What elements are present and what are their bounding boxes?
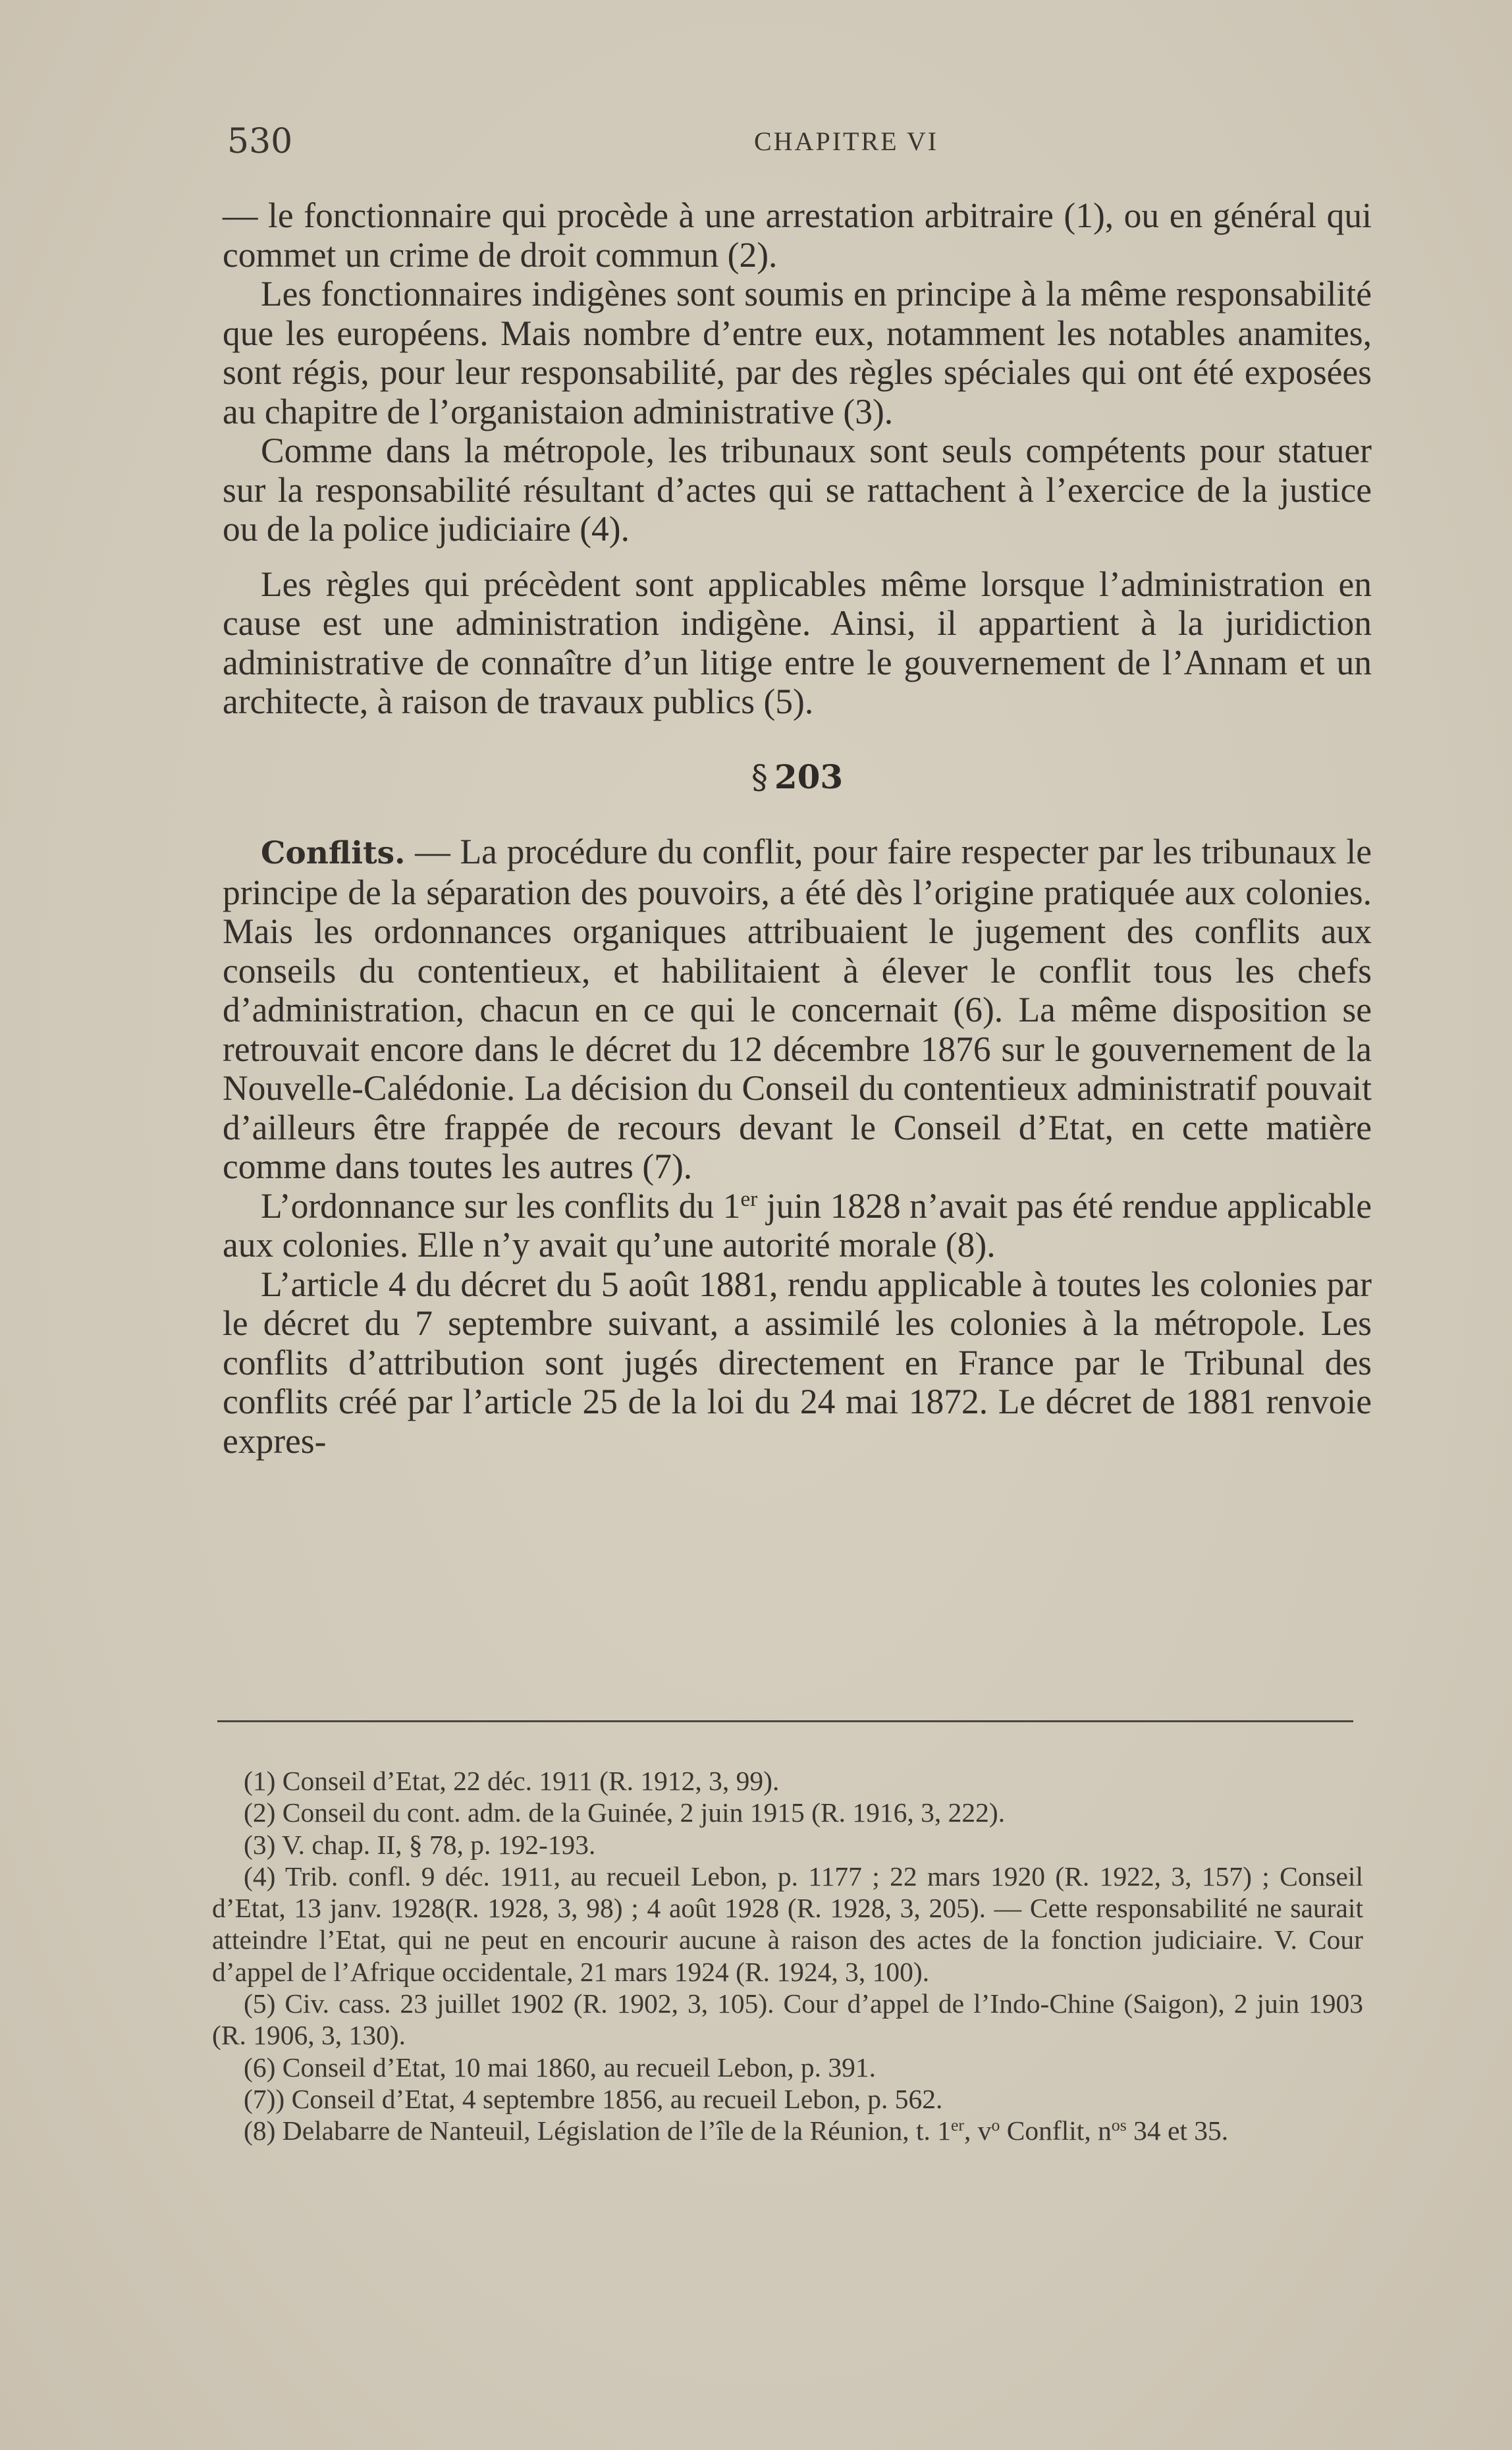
- paragraph-indigenous-officials: Les fonctionnaires indigènes sont soumis en principe à la même responsabilité que les européens. Mais nombre d’entre eux, notamment les notables anamites, sont régis, pour leur responsabilité, par des règles spéciales qui ont été exposées au chapitre de l’organistaion administrative (3).: [223, 274, 1372, 431]
- footnote-3: (3) V. chap. II, § 78, p. 192-193.: [244, 1829, 596, 1860]
- main-text: [223, 196, 1372, 1461]
- running-head: [227, 122, 1370, 168]
- footnotes: [212, 1765, 1363, 2147]
- paragraph-conflicts: [223, 832, 1372, 1187]
- footnote-8-text-a: (8) Delabarre de Nanteuil, Législation de l’île de la Réunion, t. 1: [244, 2115, 952, 2146]
- footnote-6: (6) Conseil d’Etat, 10 mai 1860, au recueil Lebon, p. 391.: [244, 2052, 877, 2082]
- footnote-8-sup-os: os: [1111, 2115, 1127, 2135]
- footnote-2: (2) Conseil du cont. adm. de la Guinée, 2 juin 1915 (R. 1916, 3, 222).: [244, 1797, 1006, 1828]
- paragraph-tribunals-competence: Comme dans la métropole, les tribunaux sont seuls compétents pour statuer sur la responsabilité résultant d’actes qui se rattachent à l’exercice de la justice ou de la police judiciaire (4).: [223, 431, 1372, 549]
- paragraph-ordinance-1828: [223, 1187, 1372, 1265]
- footnote-8-text-b: , v: [964, 2115, 992, 2146]
- footnote-8-text-d: 34 et 35.: [1126, 2115, 1229, 2146]
- footnote-1: (1) Conseil d’Etat, 22 déc. 1911 (R. 1912, 3, 99).: [244, 1766, 780, 1796]
- footnote-8-sup-er: er: [951, 2115, 964, 2135]
- paragraph-officials-liability: — le fonctionnaire qui procède à une arrestation arbitraire (1), ou en général qui commet un crime de droit commun (2).: [223, 196, 1372, 275]
- footnote-5: (5) Civ. cass. 23 juillet 1902 (R. 1902, 3, 105). Cour d’appel de l’Indo-Chine (Saigon), 2 juin 1903 (R. 1906, 3, 130).: [212, 1988, 1363, 2051]
- paragraph-ordinance-text-a: L’ordonnance sur les conflits du 1: [261, 1185, 741, 1226]
- section-symbol: §: [751, 757, 768, 796]
- paragraph-conflicts-text: — La procédure du conflit, pour faire respecter par les tribunaux le principe de la séparation des pouvoirs, a été dès l’origine pratiquée aux colonies. Mais les ordonnances organiques attribuaient le jugement des conflits aux conseils du contentieux, et habilitaient à élever le conflit tous les chefs d’administration, chacun en ce qui le concernait (6). La même disposition se retrouvait encore dans le décret du 12 décembre 1876 sur le gouvernement de la Nouvelle-Calédonie. La décision du Conseil du contentieux administratif pouvait d’ailleurs être frappée de recours devant le Conseil d’Etat, en cette matière comme dans toutes les autres (7).: [223, 832, 1372, 1186]
- footnote-4: (4) Trib. confl. 9 déc. 1911, au recueil Lebon, p. 1177 ; 22 mars 1920 (R. 1922, 3, 157) ; Conseil d’Etat, 13 janv. 1928(R. 1928, 3, 98) ; 4 août 1928 (R. 1928, 3, 205). — Cette responsabilité ne saurait atteindre l’Etat, qui ne peut en encourir aucune à raison des actes de la fonction judiciaire. V. Cour d’appel de l’Afrique occidentale, 21 mars 1924 (R. 1924, 3, 100).: [212, 1861, 1363, 1987]
- superscript-er: er: [740, 1186, 758, 1211]
- footnote-8-text-c: Conflit, n: [1000, 2115, 1112, 2146]
- paragraph-indigenous-administration: Les règles qui précèdent sont applicables même lorsque l’administration en cause est une administration indigène. Ainsi, il appartient à la juridiction administrative de connaître d’un litige entre le gouvernement de l’Annam et un architecte, à raison de travaux publics (5).: [223, 564, 1372, 721]
- page-number: 530: [227, 122, 293, 161]
- chapter-title: CHAPITRE VI: [754, 126, 939, 156]
- footnote-8: [212, 2115, 1363, 2146]
- paragraph-ordinance-text-b: juin 1828 n’avait pas été rendue applicable aux colonies. Elle n’y avait qu’une autorité morale (8).: [223, 1185, 1372, 1265]
- footnote-8-sup-o: o: [991, 2115, 1000, 2135]
- section-heading: [223, 757, 1372, 798]
- run-in-heading: Conflits.: [261, 835, 406, 871]
- section-number: 203: [774, 757, 844, 796]
- footnote-7: (7)) Conseil d’Etat, 4 septembre 1856, au recueil Lebon, p. 562.: [244, 2083, 943, 2114]
- footnote-rule: [217, 1720, 1353, 1722]
- paragraph-decree-1881: L’article 4 du décret du 5 août 1881, rendu applicable à toutes les colonies par le décret du 7 septembre suivant, a assimilé les colonies à la métropole. Les conflits d’attribution sont jugés directement en France par le Tribunal des conflits créé par l’article 25 de la loi du 24 mai 1872. Le décret de 1881 renvoie expres-: [223, 1264, 1372, 1461]
